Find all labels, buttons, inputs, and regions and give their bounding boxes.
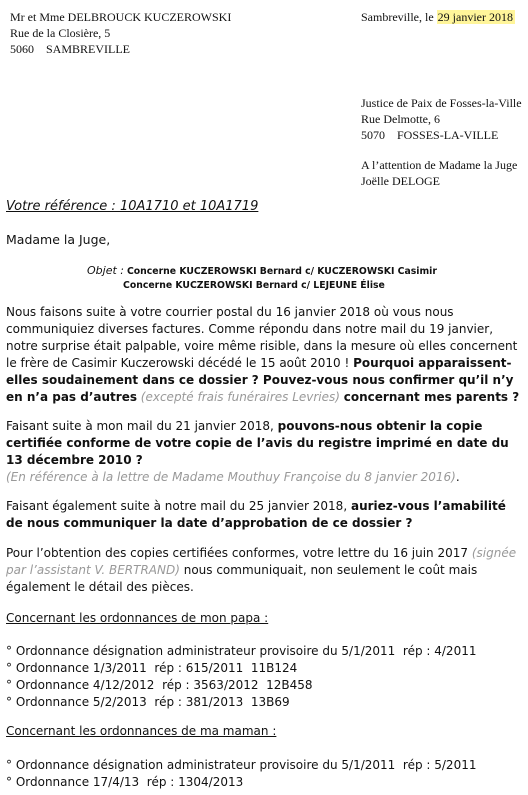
paragraph-3 <box>6 498 524 532</box>
spacer <box>361 143 522 157</box>
date-highlighted: 29 janvier 2018 <box>437 10 513 24</box>
subject-block <box>87 264 437 293</box>
subject-line1: Concerne KUCZEROWSKI Bernard c/ KUCZEROWSKI Casimir <box>126 266 437 277</box>
subject-label: Objet : <box>87 264 124 277</box>
sender-city: SAMBREVILLE <box>46 42 130 56</box>
list-item: ° Ordonnance 4/12/2012 rép : 3563/2012 12B458 <box>6 678 313 692</box>
list-item: ° Ordonnance désignation administrateur provisoire du 5/1/2011 rép : 5/2011 <box>6 758 477 772</box>
p4-gray-note: (signée par l’assistant V. BERTRAND) <box>6 546 517 577</box>
reference: Votre référence : 10A1710 et 10A1719 <box>6 199 259 214</box>
sender-city-line <box>10 41 231 57</box>
sender-name: Mr et Mme DELBROUCK KUCZEROWSKI <box>10 10 232 24</box>
p4-text: Pour l’obtention des copies certifiées conformes, votre lettre du 16 juin 2017 <box>6 546 469 560</box>
list-item: ° Ordonnance 17/4/13 rép : 1304/2013 <box>6 775 244 789</box>
p1-bold-end: concernant mes parents ? <box>343 390 520 404</box>
p3-bold-question: auriez-vous l’amabilité de nous communiquer la date d’approbation de ce dossier ? <box>6 499 506 530</box>
sender-address <box>10 9 231 57</box>
recipient-postcode: 5070 <box>361 128 385 142</box>
subject-line2: Concerne KUCZEROWSKI Bernard c/ LEJEUNE Élise <box>123 280 385 291</box>
sender-postcode: 5060 <box>10 42 34 56</box>
ordonnance-list-maman <box>6 757 476 791</box>
section-title-papa: Concernant les ordonnances de mon papa : <box>6 611 269 625</box>
recipient-city-line <box>361 127 522 143</box>
p1-text: Nous faisons suite à votre courrier postal du 16 janvier 2018 où vous nous communiquiez diverses factures. Comme répondu dans notre mail du 19 janvier, notre surprise était palpable, voire même risible, dans la mesure où elles concernent le frère de Casimir Kuczerowski décédé le 15 août 2010 ! <box>6 305 518 370</box>
salutation: Madame la Juge, <box>6 232 111 247</box>
p1-bold-question: Pourquoi apparaissent-elles soudainement dans ce dossier ? Pouvez-vous nous confirmer qu’il n’y en n’a pas d’autres <box>6 356 514 404</box>
p2-gray-note: (En référence à la lettre de Madame Mouthuy Françoise du 8 janvier 2016) <box>6 470 456 484</box>
p4-text-end: nous communiquait, non seulement le coût mais également le détail des pièces. <box>6 563 478 594</box>
p2-text: Faisant suite à mon mail du 21 janvier 2018, <box>6 419 274 433</box>
sender-street: Rue de la Closière, 5 <box>10 26 111 40</box>
p1-gray-note: (excepté frais funéraires Levries) <box>140 390 340 404</box>
list-item: ° Ordonnance 5/2/2013 rép : 381/2013 13B69 <box>6 695 290 709</box>
list-item: ° Ordonnance désignation administrateur provisoire du 5/1/2011 rép : 4/2011 <box>6 644 477 658</box>
p2-bold-question: pouvons-nous obtenir la copie certifiée conforme de votre copie de l’avis du registre imprimé en date du 13 décembre 2010 ? <box>6 419 509 467</box>
list-item: ° Ordonnance 1/3/2011 rép : 615/2011 11B124 <box>6 661 298 675</box>
recipient-attention1: A l’attention de Madame la Juge <box>361 158 518 172</box>
paragraph-4 <box>6 545 524 596</box>
recipient-address <box>361 95 522 189</box>
subject-line1-row <box>87 264 437 279</box>
recipient-line1: Justice de Paix de Fosses-la-Ville <box>361 96 522 110</box>
section-title-maman: Concernant les ordonnances de ma maman : <box>6 724 277 738</box>
subject-line2-row <box>87 279 437 293</box>
letter-date <box>361 9 515 25</box>
paragraph-1 <box>6 304 524 406</box>
ordonnance-list-papa <box>6 643 476 711</box>
paragraph-2 <box>6 418 524 486</box>
recipient-attention2: Joëlle DELOGE <box>361 174 440 188</box>
p3-text: Faisant également suite à notre mail du 25 janvier 2018, <box>6 499 348 513</box>
recipient-city: FOSSES-LA-VILLE <box>397 128 499 142</box>
recipient-line2: Rue Delmotte, 6 <box>361 112 440 126</box>
date-prefix: Sambreville, le <box>361 10 434 24</box>
p2-period: . <box>455 470 460 484</box>
